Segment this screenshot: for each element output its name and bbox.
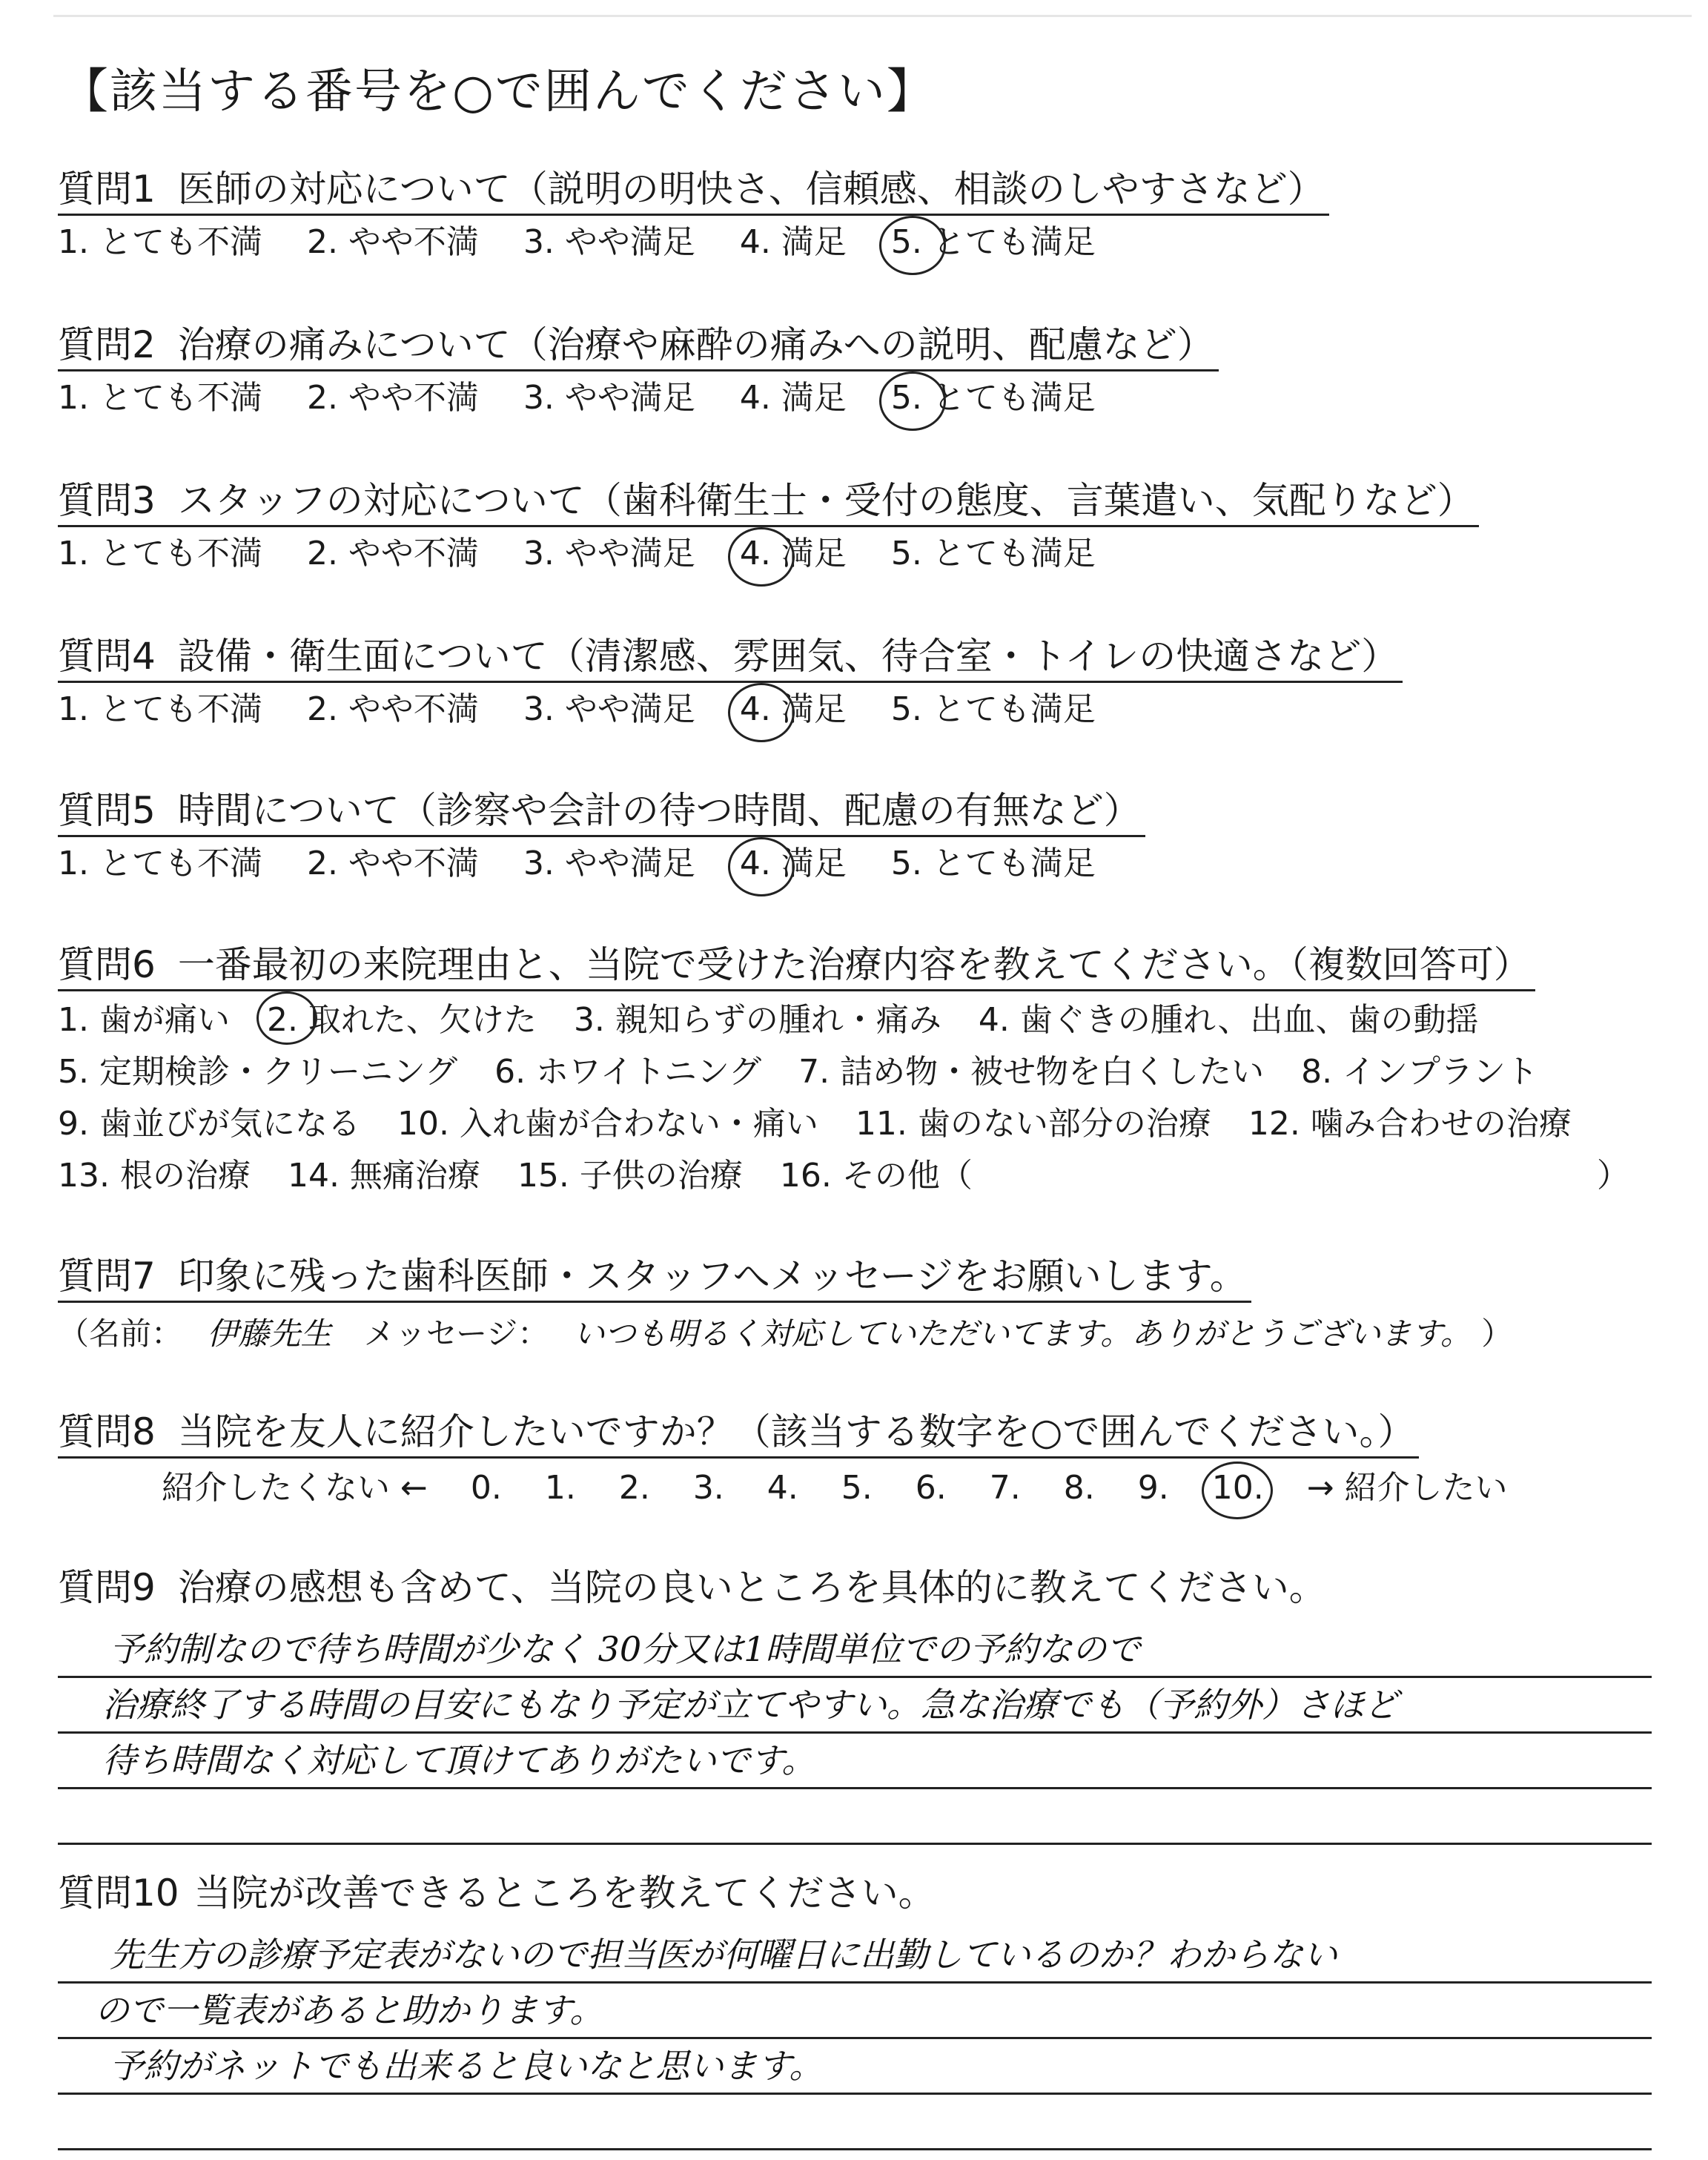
question-6-options [58,994,1652,1202]
q6-option-14[interactable]: 14. 無痛治療 [287,1157,480,1195]
q8-right-label: → 紹介したい [1306,1469,1508,1507]
q2-option-4[interactable]: 4. 満足 [739,379,847,417]
form-heading: 【該当する番号を○で囲んでください】 [61,65,936,119]
q6-option-1[interactable]: 1. 歯が痛い [58,1001,230,1039]
question-4-options [58,687,1652,732]
q6-row-4 [58,1150,1652,1202]
q3-option-2[interactable]: 2. やや不満 [306,535,479,572]
q7-message-value: いつも明るく対応していただいてます。ありがとうございます。 [573,1315,1472,1352]
q4-option-3[interactable]: 3. やや満足 [523,690,695,728]
q6-option-4[interactable]: 4. 歯ぐきの腫れ、出血、歯の動揺 [978,1001,1479,1039]
q8-score-3[interactable]: 3. [692,1469,724,1507]
q5-option-2[interactable]: 2. やや不満 [306,845,479,882]
q9-answer-line-2: 治療終了する時間の目安にもなり予定が立てやすい。急な治療でも（予約外）さほど [58,1678,1652,1734]
q6-option-9[interactable]: 9. 歯並びが気になる [58,1105,360,1143]
q10-answer-line-2: ので一覧表があると助かります。 [58,1984,1652,2039]
q6-option-10[interactable]: 10. 入れ歯が合わない・痛い [397,1105,818,1143]
q4-option-2[interactable]: 2. やや不満 [306,690,479,728]
q1-option-5[interactable]: 5. とても満足 [891,220,1096,265]
question-1-title: 質問1 医師の対応について（説明の明快さ、信頼感、相談のしやすさなど） [58,165,1329,216]
question-4-title: 質問4 設備・衛生面について（清潔感、雰囲気、待合室・トイレの快適さなど） [58,632,1403,683]
q6-option-13[interactable]: 13. 根の治療 [58,1157,251,1195]
q7-name-value: 伊藤先生 [207,1315,332,1352]
q8-score-8[interactable]: 8. [1063,1469,1095,1507]
q10-answer-line-1: 先生方の診療予定表がないので担当医が何曜日に出勤しているのか？わからない [58,1928,1652,1984]
question-6 [58,940,1652,1202]
q8-score-2[interactable]: 2. [618,1469,650,1507]
q8-score-1[interactable]: 1. [544,1469,576,1507]
q6-option-16[interactable]: 16. その他（ [779,1157,973,1195]
q8-score-7[interactable]: 7. [989,1469,1021,1507]
q9-answer-line-3: 待ち時間なく対応して頂けてありがたいです。 [58,1734,1652,1789]
q8-scale [162,1466,1652,1510]
question-5 [58,786,1652,886]
q8-score-10[interactable]: 10. [1212,1466,1264,1510]
q6-option-12[interactable]: 12. 噛み合わせの治療 [1248,1105,1572,1143]
q9-answer-area[interactable] [58,1622,1652,1845]
question-6-title: 質問6 一番最初の来院理由と、当院で受けた治療内容を教えてください。（複数回答可） [58,940,1535,991]
q10-answer-line-4 [58,2095,1652,2150]
q3-option-1[interactable]: 1. とても不満 [58,535,262,572]
q6-option-2[interactable]: 2. 取れた、欠けた [267,994,537,1046]
q1-option-3[interactable]: 3. やや満足 [523,223,695,261]
question-1 [58,165,1652,265]
q9-answer-line-1: 予約制なので待ち時間が少なく 30分又は1時間単位での予約なので [58,1622,1652,1678]
question-3-options [58,532,1652,576]
q6-option-8[interactable]: 8. インプラント [1301,1053,1539,1091]
q8-score-6[interactable]: 6. [915,1469,947,1507]
q6-option-6[interactable]: 6. ホワイトニング [494,1053,762,1091]
q5-option-3[interactable]: 3. やや満足 [523,845,695,882]
q7-name-label: （名前： [58,1315,183,1352]
q8-score-0[interactable]: 0. [470,1469,502,1507]
question-4 [58,632,1652,732]
q6-option-11[interactable]: 11. 歯のない部分の治療 [855,1105,1211,1143]
question-7-title: 質問7 印象に残った歯科医師・スタッフへメッセージをお願いします。 [58,1252,1251,1303]
q6-other-close: ） [1597,1157,1629,1195]
q8-score-5[interactable]: 5. [841,1469,873,1507]
question-1-options [58,220,1652,265]
q6-row-1 [58,994,1652,1046]
q6-row-2 [58,1046,1652,1098]
question-10-title: 質問10 当院が改善できるところを教えてください。 [58,1872,936,1915]
question-2-title: 質問2 治療の痛みについて（治療や麻酔の痛みへの説明、配慮など） [58,320,1219,371]
q4-option-1[interactable]: 1. とても不満 [58,690,262,728]
q3-option-5[interactable]: 5. とても満足 [890,535,1096,572]
q8-score-4[interactable]: 4. [767,1469,798,1507]
q6-option-15[interactable]: 15. 子供の治療 [517,1157,743,1195]
q1-option-4[interactable]: 4. 満足 [739,223,847,261]
q5-option-4[interactable]: 4. 満足 [740,842,847,886]
q8-score-9[interactable]: 9. [1137,1469,1169,1507]
q7-message-label: メッセージ： [363,1315,549,1352]
q4-option-4[interactable]: 4. 満足 [740,687,847,732]
question-9-title: 質問9 治療の感想も含めて、当院の良いところを具体的に教えてください。 [58,1566,1326,1609]
q6-option-5[interactable]: 5. 定期検診・クリーニング [58,1053,458,1091]
question-5-options [58,842,1652,886]
q10-answer-area[interactable] [58,1928,1652,2150]
question-8-title: 質問8 当院を友人に紹介したいですか？（該当する数字を○で囲んでください。） [58,1407,1419,1459]
question-7 [58,1252,1652,1356]
q3-option-3[interactable]: 3. やや満足 [523,535,695,572]
q7-close: ） [1481,1315,1513,1352]
q2-option-3[interactable]: 3. やや満足 [523,379,695,417]
q4-option-5[interactable]: 5. とても満足 [890,690,1096,728]
question-10 [58,1869,1652,2150]
q8-left-label: 紹介したくない ← [162,1469,428,1507]
question-3-title: 質問3 スタッフの対応について（歯科衛生士・受付の態度、言葉遣い、気配りなど） [58,476,1479,527]
q6-option-7[interactable]: 7. 詰め物・被せ物を白くしたい [798,1053,1265,1091]
q2-option-1[interactable]: 1. とても不満 [58,379,262,417]
q6-row-3 [58,1098,1652,1150]
top-divider [53,15,1692,17]
q9-answer-line-4 [58,1789,1652,1845]
q2-option-5[interactable]: 5. とても満足 [891,376,1096,420]
question-2-options [58,376,1652,420]
question-8 [58,1407,1652,1510]
question-2 [58,320,1652,420]
q10-answer-line-3: 予約がネットでも出来ると良いなと思います。 [58,2039,1652,2095]
question-3 [58,476,1652,576]
q2-option-2[interactable]: 2. やや不満 [306,379,479,417]
q1-option-2[interactable]: 2. やや不満 [306,223,479,261]
q1-option-1[interactable]: 1. とても不満 [58,223,262,261]
q5-option-1[interactable]: 1. とても不満 [58,845,262,882]
question-9 [58,1563,1652,1845]
q5-option-5[interactable]: 5. とても満足 [890,845,1096,882]
question-5-title: 質問5 時間について（診察や会計の待つ時間、配慮の有無など） [58,786,1145,837]
q3-option-4[interactable]: 4. 満足 [740,532,847,576]
q7-message-field[interactable] [58,1312,1652,1356]
q6-option-3[interactable]: 3. 親知らずの腫れ・痛み [573,1001,941,1039]
